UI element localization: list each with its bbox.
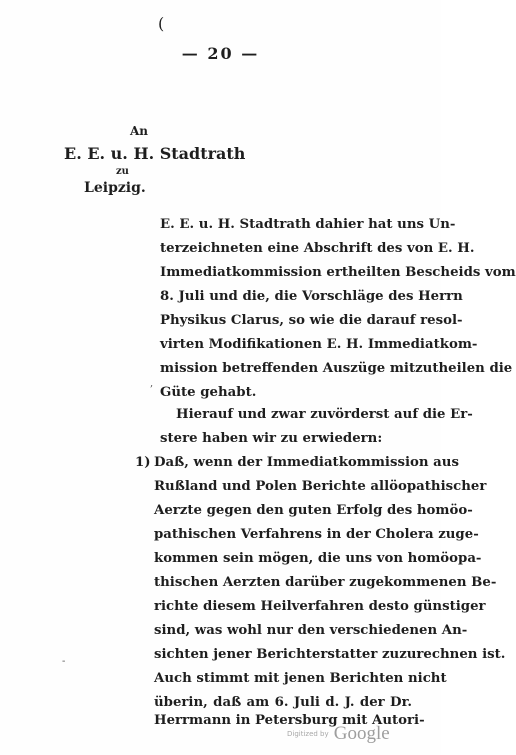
paragraph1-line: virten Modifikationen E. H. Immediatkom-	[160, 337, 478, 352]
paragraph1-line: Immediatkommission ertheilten Bescheids vom	[160, 265, 516, 280]
watermark-prefix: Digitized by	[287, 730, 329, 738]
paragraph3-line: überin, daß am 6. Juli d. J. der Dr.	[154, 695, 412, 710]
digitized-watermark	[287, 723, 390, 745]
paragraph3-line: Herrmann in Petersburg mit Autori-	[154, 713, 425, 728]
paragraph3-line: richte diesem Heilverfahren desto günstiger	[154, 599, 486, 614]
paragraph3-line: Daß, wenn der Immediatkommission aus	[154, 455, 459, 470]
paragraph3-line: kommen sein mögen, die uns von homöopa-	[154, 551, 482, 566]
paragraph3-line: sichten jener Berichterstatter zuzurechnen ist.	[154, 647, 506, 662]
address-zu: zu	[116, 166, 129, 177]
paragraph1-line: mission betreffenden Auszüge mitzutheilen die	[160, 361, 513, 376]
paragraph1-line: Güte gehabt.	[160, 385, 257, 400]
address-recipient: E. E. u. H. Stadtrath	[64, 144, 246, 163]
address-city: Leipzig.	[84, 180, 146, 196]
margin-mark: -	[62, 656, 66, 667]
paragraph1-line: E. E. u. H. Stadtrath dahier hat uns Un-	[160, 217, 456, 232]
paragraph3-line: pathischen Verfahrens in der Cholera zuge-	[154, 527, 479, 542]
address-an: An	[130, 124, 149, 138]
paragraph1-line: terzeichneten eine Abschrift des von E. H.	[160, 241, 475, 256]
paragraph3-line: sind, was wohl nur den verschiedenen An-	[154, 623, 468, 638]
paragraph3-line: Aerzte gegen den guten Erfolg des homöo-	[154, 503, 473, 518]
paragraph3-line: Auch stimmt mit jenen Berichten nicht	[154, 671, 447, 686]
paragraph2-line: Hierauf und zwar zuvörderst auf die Er-	[176, 407, 473, 422]
stray-ink-mark: (	[158, 14, 165, 33]
paragraph3-line: thischen Aerzten darüber zugekommenen Be-	[154, 575, 497, 590]
list-item-number: 1)	[135, 455, 151, 470]
paragraph2-line: stere haben wir zu erwiedern:	[160, 431, 383, 446]
watermark-brand: Google	[333, 723, 390, 744]
margin-mark: ,	[150, 378, 154, 389]
paragraph1-line: Physikus Clarus, so wie die darauf resol-	[160, 313, 463, 328]
paragraph1-line: 8. Juli und die, die Vorschläge des Herrn	[160, 289, 463, 304]
paragraph3-line: Rußland und Polen Berichte allöopathischer	[154, 479, 487, 494]
page-number: — 20 —	[181, 44, 260, 63]
